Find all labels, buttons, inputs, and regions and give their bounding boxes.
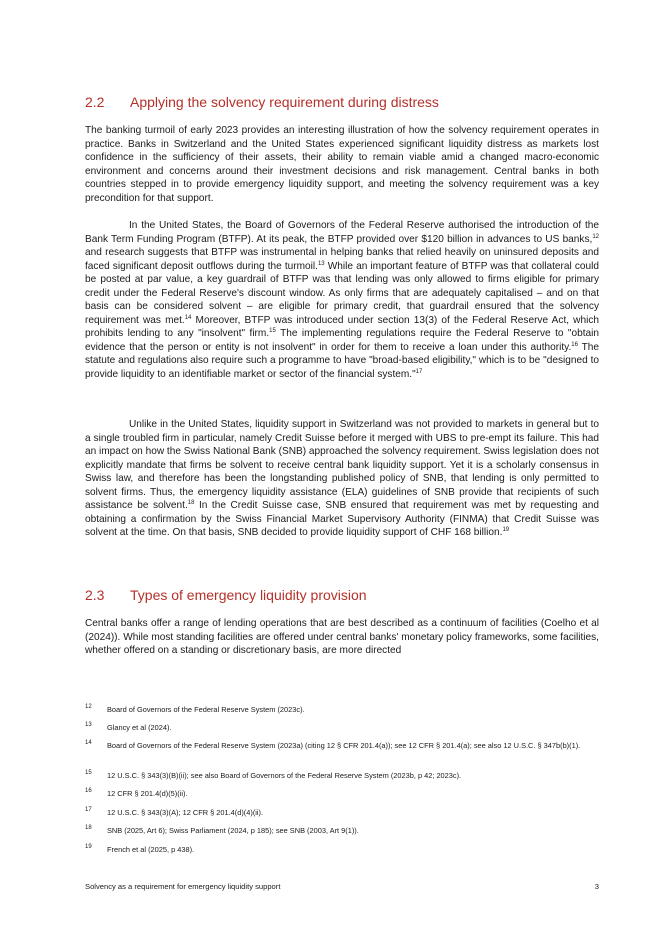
footnote-15 bbox=[85, 771, 599, 781]
footnote-19 bbox=[85, 845, 599, 855]
section-number: 2.3 bbox=[85, 587, 105, 603]
footnote-text: 12 U.S.C. § 343(3)(B)(ii); see also Board of Governors of the Federal Reserve System (2023b, p 42; 2023c). bbox=[107, 771, 462, 780]
footnote-12 bbox=[85, 705, 599, 715]
page-number: 3 bbox=[594, 882, 599, 891]
paragraph-4: Central banks offer a range of lending operations that are best described as a continuum of facilities (Coelho et al (2024)). While most standing facilities are offered under central banks' monetary policy frameworks, some facilities, whether offered on a standing or discretionary basis, are more directed bbox=[85, 618, 599, 656]
footnote-number: 17 bbox=[85, 807, 92, 813]
footnote-text: French et al (2025, p 438). bbox=[107, 845, 195, 854]
footnote-ref[interactable]: 12 bbox=[592, 233, 599, 240]
section-title: Types of emergency liquidity provision bbox=[130, 587, 367, 603]
footnote-number: 14 bbox=[85, 740, 92, 746]
paragraph-1: The banking turmoil of early 2023 provides an interesting illustration of how the solvency requirement operates in practice. Banks in Switzerland and the United States experienced significant liquidity distress as markets lost confidence in the sufficiency of their assets, their ability to remain viable amid a changed macro-economic environment and concerns around their investment decisions and risk management. Central banks in both countries stepped in to provide emergency liquidity support, and meeting the solvency requirement was a key precondition for that support. bbox=[85, 125, 599, 204]
footnote-text: Glancy et al (2024). bbox=[107, 723, 172, 732]
footnote-text: 12 CFR § 201.4(d)(5)(ii). bbox=[107, 789, 188, 798]
footnote-ref[interactable]: 13 bbox=[317, 260, 325, 267]
footnote-ref[interactable]: 17 bbox=[415, 368, 423, 375]
footnote-number: 15 bbox=[85, 770, 92, 776]
footnote-16 bbox=[85, 789, 599, 799]
footnote-number: 12 bbox=[85, 704, 92, 710]
footnote-ref[interactable]: 15 bbox=[269, 328, 276, 334]
section-heading-2-3 bbox=[85, 586, 367, 604]
section-number: 2.2 bbox=[85, 94, 105, 110]
paragraph-2: In the United States, the Board of Governors of the Federal Reserve authorised the introduction of the Bank Term Funding Program (BTFP). At its peak, the BTFP provided over $120 billion in advances to US banks,$^{12}$ and research suggests that BTFP was instrumental in helping banks that relied heavily on uninsured deposits and faced significant deposit outflows during the turmoil.$^{13}$ While an important feature of BTFP was that collateral could be posted at par value, a key guardrail of BTFP was that lending was only allowed to firms eligible for primary credit under the Federal Reserve's discount window. As only firms that are adequately capitalised – and on that basis can be considered solvent – are eligible for primary credit, that guardrail ensured that the solvency requirement was met.$^{14}$ Moreover, BTFP was introduced under section 13(3) of the Federal Reserve Act, which prohibits lending to any "insolvent" firm.$^{15}$ The implementing regulations require the Federal Reserve to "obtain evidence that the person or entity is not insolvent" in order for them to receive a loan under this authority.$^{16}$ The statute and regulations also require such a programme to have "broad-based eligibility," which is to be "designed to provide liquidity to an identifiable market or sector of the financial system."$^{17}$ bbox=[85, 220, 600, 380]
section-title: Applying the solvency requirement during distress bbox=[130, 94, 439, 110]
footnote-text: Board of Governors of the Federal Reserve System (2023c). bbox=[107, 705, 305, 714]
footnote-ref[interactable]: 16 bbox=[571, 341, 578, 348]
footnote-number: 16 bbox=[85, 788, 92, 794]
footnote-ref[interactable]: 14 bbox=[184, 314, 192, 321]
footnote-text: Board of Governors of the Federal Reserve System (2023a) (citing 12 § CFR 201.4(a)); see 12 CFR § 201.4(a); see also 12 U.S.C. § 347b(b)(1). bbox=[107, 741, 581, 750]
footnote-number: 18 bbox=[85, 825, 92, 831]
page-footer bbox=[85, 882, 599, 892]
footnote-number: 13 bbox=[85, 722, 92, 728]
paragraph-3: Unlike in the United States, liquidity support in Switzerland was not provided to markets in general but to a single troubled firm in particular, namely Credit Suisse before it merged with UBS to pre-empt its failure. This had an impact on how the Swiss National Bank (SNB) approached the solvency requirement. Swiss legislation does not explicitly mandate that firms be solvent to receive central bank liquidity support. Yet it is a scholarly consensus in Swiss law, and therefore has been the longstanding published policy of SNB, that lending is only permitted to solvent firms. Thus, the emergency liquidity assistance (ELA) guidelines of SNB provide that recipients of such assistance be solvent.$^{18}$ In the Credit Suisse case, SNB ensured that requirement was met by requesting and obtaining a confirmation by the Swiss Financial Market Supervisory Authority (FINMA) that Credit Suisse was solvent at the time. On that basis, SNB decided to provide liquidity support of CHF 168 billion.$^{19}$ bbox=[85, 419, 599, 538]
footnote-text: 12 U.S.C. § 343(3)(A); 12 CFR § 201.4(d)(4)(ii). bbox=[107, 808, 264, 817]
footnote-17 bbox=[85, 808, 599, 818]
footnote-18 bbox=[85, 826, 599, 836]
footnote-14 bbox=[85, 741, 599, 751]
section-heading-2-2 bbox=[85, 93, 439, 111]
footnote-ref[interactable]: 18 bbox=[187, 500, 195, 506]
footnote-number: 19 bbox=[85, 844, 92, 850]
footnote-13 bbox=[85, 723, 599, 733]
footnote-ref[interactable]: 19 bbox=[502, 527, 510, 533]
footnote-text: SNB (2025, Art 6); Swiss Parliament (2024, p 185); see SNB (2003, Art 9(1)). bbox=[107, 826, 359, 835]
footer-title: Solvency as a requirement for emergency liquidity support bbox=[85, 882, 281, 891]
